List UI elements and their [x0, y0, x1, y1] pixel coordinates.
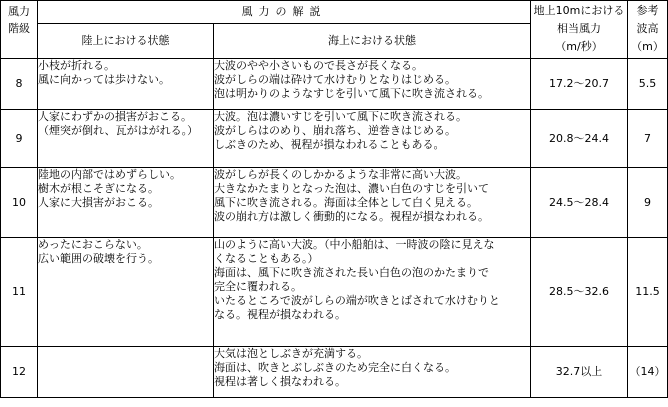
wave-height-cell: （14）: [628, 347, 668, 398]
sea-line: くなることもある。）: [214, 252, 319, 265]
header-wind-speed-line2: 相当風力: [557, 22, 601, 35]
sea-state-cell: [214, 59, 531, 110]
sea-line: 波がしらの端は砕けて水けむりとなりはじめる。: [214, 73, 456, 86]
sea-line: 波がしらはのめり、崩れ落ち、逆巻きはじめる。: [214, 124, 456, 137]
land-state-cell: [38, 238, 214, 347]
land-line: 人家に大損害がおこる。: [38, 196, 159, 209]
force-level-cell: 11: [1, 238, 38, 347]
sea-line: 大波のやや小さいもので長さが長くなる。: [214, 59, 423, 72]
sea-line: なる。視程が損なわれる。: [214, 308, 346, 321]
sea-line: 大きなかたまりとなった泡は、濃い白色のすじを引いて: [214, 182, 489, 195]
land-state-cell: [38, 168, 214, 238]
table-row: [1, 168, 668, 238]
sea-line: 大気は泡としぶきが充満する。: [214, 347, 368, 360]
wind-speed-cell: 20.8～24.4: [531, 110, 628, 168]
wind-speed-cell: 32.7以上: [531, 347, 628, 398]
wave-height-cell: 5.5: [628, 59, 668, 110]
table-row: [1, 347, 668, 398]
header-explanation-text: 風力の解説: [241, 5, 327, 18]
header-land-state: 陸上における状態: [38, 24, 214, 59]
wind-speed-cell: 24.5～28.4: [531, 168, 628, 238]
header-force-level-line2: 階級: [8, 22, 30, 35]
table-row: [1, 110, 668, 168]
header-wave-height-line1: 参考: [636, 4, 659, 17]
sea-line: 海面は、風下に吹き流された長い白色の泡のかたまりで: [214, 266, 489, 279]
wind-speed-cell: 17.2～20.7: [531, 59, 628, 110]
land-line: 樹木が根こそぎになる。: [38, 182, 159, 195]
sea-line: 波の崩れ方は激しく衝動的になる。視程が損なわれる。: [214, 210, 489, 223]
land-line: 広い範囲の破壊を行う。: [38, 252, 159, 265]
header-force-level: [1, 1, 38, 59]
sea-state-cell: [214, 238, 531, 347]
header-explanation: [38, 1, 531, 24]
sea-line: 完全に覆われる。: [214, 280, 302, 293]
header-wind-speed: [531, 1, 628, 59]
sea-line: 山のように高い大波。（中小船舶は、一時波の陰に見えな: [214, 238, 495, 251]
force-level-cell: 9: [1, 110, 38, 168]
sea-line: いたるところで波がしらの端が吹きとばされて水けむりと: [214, 294, 500, 307]
header-wind-speed-line1: 地上10mにおける: [533, 4, 625, 17]
sea-line: 海面は、吹きとぶしぶきのため完全に白くなる。: [214, 361, 456, 374]
sea-line: 大波。泡は濃いすじを引いて風下に吹き流される。: [214, 110, 467, 123]
sea-line: 波がしらが長くのしかかるような非常に高い大波。: [214, 168, 467, 181]
sea-state-cell: [214, 347, 531, 398]
sea-line: 視程は著しく損なわれる。: [214, 375, 346, 388]
land-line: 人家にわずかの損害がおこる。: [38, 110, 192, 123]
wave-height-cell: 9: [628, 168, 668, 238]
land-state-cell: [38, 110, 214, 168]
force-level-cell: 12: [1, 347, 38, 398]
header-wave-height: [628, 1, 668, 59]
wave-height-cell: 11.5: [628, 238, 668, 347]
sea-line: 泡は明かりのようなすじを引いて風下に吹き流される。: [214, 87, 489, 100]
header-sea-state: 海上における状態: [214, 24, 531, 59]
header-wind-speed-line3: （m/秒）: [555, 40, 603, 53]
table-row: [1, 59, 668, 110]
sea-line: 風下に吹き流される。海面は全体として白く見える。: [214, 196, 478, 209]
header-force-level-line1: 風力: [8, 5, 30, 18]
sea-state-cell: [214, 168, 531, 238]
wave-height-cell: 7: [628, 110, 668, 168]
force-level-cell: 10: [1, 168, 38, 238]
sea-line: しぶきのため、視程が損なわれることもある。: [214, 138, 445, 151]
land-state-cell: [38, 59, 214, 110]
wind-speed-cell: 28.5～32.6: [531, 238, 628, 347]
land-line: 風に向かっては歩けない。: [38, 73, 170, 86]
land-line: 小枝が折れる。: [38, 59, 115, 72]
land-line: （煙突が倒れ、瓦がはがれる。）: [38, 124, 199, 137]
sea-state-cell: [214, 110, 531, 168]
land-line: めったにおこらない。: [38, 238, 148, 251]
header-wave-height-line3: （m）: [631, 40, 664, 53]
land-line: 陸地の内部ではめずらしい。: [38, 168, 181, 181]
table-row: [1, 238, 668, 347]
land-state-cell: [38, 347, 214, 398]
header-wave-height-line2: 波高: [636, 22, 659, 35]
force-level-cell: 8: [1, 59, 38, 110]
